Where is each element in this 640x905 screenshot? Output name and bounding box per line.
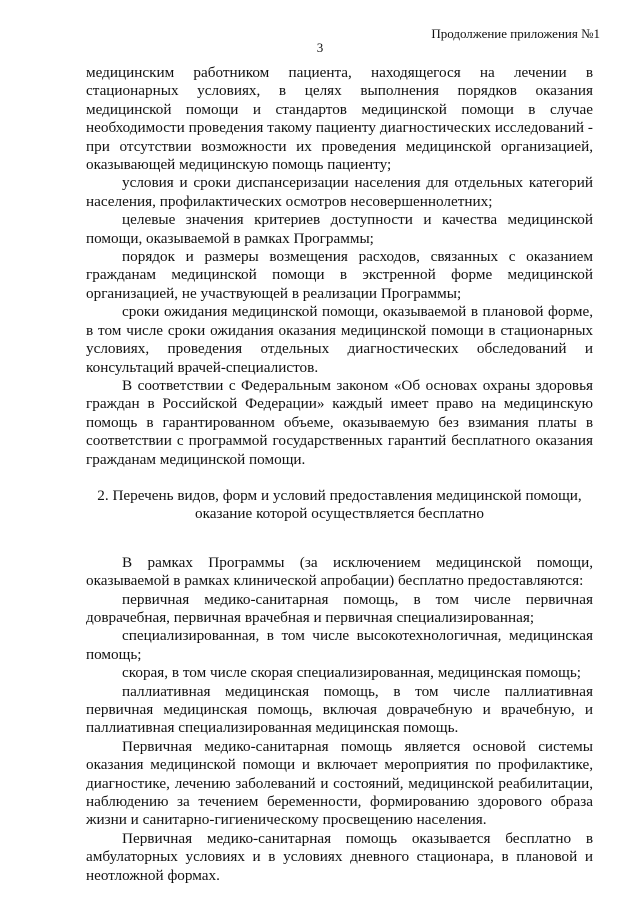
paragraph-target-values: целевые значения критериев доступности и качества медицинской помощи, оказываемой в рамках Программы; — [86, 211, 593, 247]
document-body — [86, 64, 593, 885]
paragraph-reimbursement: порядок и размеры возмещения расходов, связанных с оказанием гражданам медицинской помощи в экстренной форме медицинской организацией, не участвующей в реализации Программы; — [86, 248, 593, 302]
list-item-specialized-care: специализированная, в том числе высокотехнологичная, медицинская помощь; — [86, 627, 593, 663]
paragraph-waiting-times: сроки ожидания медицинской помощи, оказываемой в плановой форме, в том числе сроки ожидания оказания медицинской помощи в стационарных условиях, проведения отдельных диагностических обследований и консультаций врачей-специалистов. — [86, 303, 593, 376]
section-heading: 2. Перечень видов, форм и условий предоставления медицинской помощи, оказание которой осуществляется бесплатно — [97, 486, 582, 523]
paragraph-primary-care-free: Первичная медико-санитарная помощь оказывается бесплатно в амбулаторных условиях и в условиях дневного стационара, в плановой и неотложной формах. — [86, 829, 593, 884]
appendix-continuation-note: Продолжение приложения №1 — [431, 26, 600, 41]
paragraph-primary-care-basis: Первичная медико-санитарная помощь является основой системы оказания медицинской помощи и включает мероприятия по профилактике, диагностике, лечению заболеваний и состояний, медицинской реабилитации, наблюдению за течением беременности, формированию здорового образа жизни и санитарно-гигиеническому просвещению населения. — [86, 737, 593, 829]
paragraph-federal-law: В соответствии с Федеральным законом «Об основах охраны здоровья граждан в Российской Федерации» каждый имеет право на медицинскую помощь в гарантированном объеме, оказываемую без взимания платы в соответствии с программой государственных гарантий бесплатного оказания гражданам медицинской помощи. — [86, 376, 593, 468]
paragraph-continuation: медицинским работником пациента, находящегося на лечении в стационарных условиях, в целях выполнения порядков оказания медицинской помощи и стандартов медицинской помощи в случае необходимости проведения такому пациенту диагностических исследований - при отсутствии возможности их проведения медицинской организацией, оказывающей медицинскую помощь пациенту; — [86, 64, 593, 174]
page-number: 3 — [316, 40, 324, 55]
list-item-palliative-care: паллиативная медицинская помощь, в том числе паллиативная первичная медицинская помощь, включая доврачебную и врачебную, и паллиативная специализированная медицинская помощь. — [86, 682, 593, 737]
paragraph-program-scope: В рамках Программы (за исключением медицинской помощи, оказываемой в рамках клинической апробации) бесплатно предоставляются: — [86, 553, 593, 590]
list-item-emergency-care: скорая, в том числе скорая специализированная, медицинская помощь; — [122, 664, 581, 682]
list-item-primary-care: первичная медико-санитарная помощь, в том числе первичная доврачебная, первичная врачебная и первичная специализированная; — [86, 590, 593, 626]
paragraph-dispensarization: условия и сроки диспансеризации населения для отдельных категорий населения, профилактических осмотров несовершеннолетних; — [86, 174, 593, 210]
